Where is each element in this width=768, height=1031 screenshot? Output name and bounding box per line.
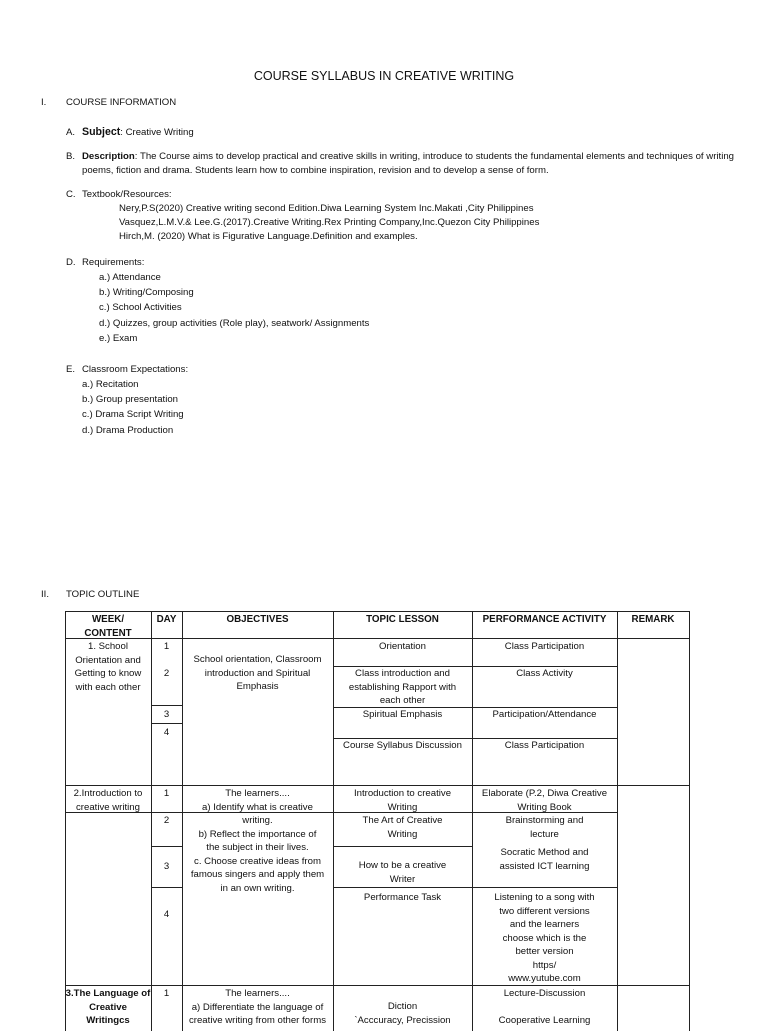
week-1-objectives: School orientation, Classroom introduction and Spiritual Emphasis bbox=[193, 654, 322, 692]
table-border bbox=[65, 611, 690, 612]
week-2-content: 2.Introduction to creative writing bbox=[73, 788, 143, 813]
activity-cell: Listening to a song with two different versions and the learners choose which is the better version https/ www.yutube.com bbox=[494, 892, 595, 984]
activity-cell: Brainstorming and lecture bbox=[505, 815, 584, 840]
textbook-item: Nery,P.S(2020) Creative writing second Edition.Diwa Learning System Inc.Makati ,City Philippines bbox=[119, 203, 534, 214]
activity-cell: Socratic Method and assisted ICT learning bbox=[499, 847, 590, 872]
section-2-heading: TOPIC OUTLINE bbox=[66, 589, 140, 600]
requirement-item: c.) School Activities bbox=[99, 302, 182, 314]
table-border bbox=[151, 887, 182, 888]
expectations-label: Classroom Expectations: bbox=[82, 364, 189, 375]
activity-cell: Class Participation bbox=[504, 740, 585, 751]
topic-cell: Class introduction and establishing Rapport with each other bbox=[348, 668, 457, 706]
topic-cell: Performance Task bbox=[363, 892, 442, 903]
day-cell: 3 bbox=[163, 709, 170, 720]
topic-cell: Orientation bbox=[379, 641, 426, 652]
day-cell: 4 bbox=[163, 727, 170, 738]
table-border bbox=[333, 846, 472, 847]
activity-cell: Class Participation bbox=[504, 641, 585, 652]
requirement-item: e.) Exam bbox=[99, 332, 138, 344]
requirements-letter: D. bbox=[66, 257, 76, 268]
topic-cell: Spiritual Emphasis bbox=[362, 709, 443, 720]
activity-cell: Lecture-Discussion Cooperative Learning bbox=[498, 988, 591, 1026]
week-1-content: 1. School Orientation and Getting to know with each other bbox=[74, 641, 142, 693]
description-letter: B. bbox=[66, 151, 76, 162]
header-objectives: OBJECTIVES bbox=[226, 614, 289, 625]
table-border bbox=[65, 638, 690, 639]
requirements-list bbox=[99, 270, 369, 346]
topic-cell: The Art of Creative Writing bbox=[362, 815, 443, 840]
topic-outline-table bbox=[65, 611, 690, 1031]
header-remark: REMARK bbox=[631, 614, 675, 625]
table-border bbox=[151, 705, 182, 706]
topic-cell: Course Syllabus Discussion bbox=[343, 740, 462, 751]
table-border bbox=[151, 846, 182, 847]
expectations-letter: E. bbox=[66, 364, 76, 375]
requirement-item: b.) Writing/Composing bbox=[99, 287, 194, 299]
section-2-numeral: II. bbox=[41, 589, 49, 600]
activity-cell: Elaborate (P.2, Diwa Creative Writing Book bbox=[481, 788, 608, 813]
day-cell: 1 bbox=[163, 788, 170, 799]
header-performance-activity: PERFORMANCE ACTIVITY bbox=[482, 614, 607, 625]
expectation-item: b.) Group presentation bbox=[82, 394, 178, 406]
requirement-item: a.) Attendance bbox=[99, 272, 161, 283]
subject-value: : Creative Writing bbox=[120, 127, 194, 138]
header-week-content: WEEK/ CONTENT bbox=[84, 614, 132, 639]
section-1-numeral: I. bbox=[41, 97, 47, 108]
description-text: : The Course aims to develop practical and creative skills in writing, introduce to students the fundamental elements and techniques of writing poems, fiction and drama. Students learn how to combine inspiration, revision and to develop a sense of form. bbox=[82, 151, 734, 176]
textbook-item: Hirch,M. (2020) What is Figurative Language.Definition and examples. bbox=[119, 231, 418, 242]
table-border bbox=[151, 723, 182, 724]
table-border bbox=[65, 785, 690, 786]
header-day: DAY bbox=[156, 614, 177, 625]
description-block bbox=[82, 150, 734, 177]
requirements-label: Requirements: bbox=[82, 257, 145, 268]
day-cell: 1 bbox=[163, 641, 170, 652]
textbook-label: Textbook/Resources: bbox=[82, 189, 172, 200]
description-label: Description bbox=[82, 151, 135, 162]
requirement-item: d.) Quizzes, group activities (Role play), seatwork/ Assignments bbox=[99, 317, 370, 329]
day-cell: 3 bbox=[163, 861, 170, 872]
day-cell: 1 bbox=[163, 988, 170, 999]
subject-label: Subject bbox=[82, 126, 121, 138]
header-topic-lesson: TOPIC LESSON bbox=[366, 614, 439, 625]
activity-cell: Participation/Attendance bbox=[492, 709, 597, 720]
topic-cell: How to be a creative Writer bbox=[358, 860, 447, 885]
textbook-item: Vasquez,L.M.V.& Lee.G.(2017).Creative Writing.Rex Printing Company,Inc.Quezon City Philippines bbox=[119, 217, 540, 228]
textbook-letter: C. bbox=[66, 189, 76, 200]
day-cell: 2 bbox=[163, 668, 170, 679]
subject-line bbox=[82, 126, 194, 140]
expectation-item: d.) Drama Production bbox=[82, 424, 174, 436]
document-title: COURSE SYLLABUS IN CREATIVE WRITING bbox=[253, 69, 515, 83]
table-border bbox=[333, 887, 617, 888]
week-3-objectives: The learners.... a) Differentiate the language of creative writing from other forms bbox=[188, 988, 326, 1026]
activity-cell: Class Activity bbox=[516, 668, 573, 679]
topic-cell: Diction `Acccuracy, Precission bbox=[354, 1001, 451, 1026]
expectation-item: c.) Drama Script Writing bbox=[82, 409, 184, 421]
subject-letter: A. bbox=[66, 127, 76, 138]
week-3-content: 3.The Language of Creative Writingcs bbox=[65, 988, 151, 1026]
table-border bbox=[689, 611, 690, 1031]
day-cell: 4 bbox=[163, 909, 170, 920]
expectation-item: a.) Recitation bbox=[82, 379, 139, 390]
table-border bbox=[617, 611, 618, 1031]
day-cell: 2 bbox=[163, 815, 170, 826]
week-2-objectives: The learners.... a) Identify what is creative writing. b) Reflect the importance of the subject in their lives. c. Choose creative ideas from famous singers and apply them in an own writing. bbox=[190, 788, 325, 894]
expectations-list bbox=[82, 377, 184, 438]
section-1-heading: COURSE INFORMATION bbox=[66, 97, 177, 108]
topic-cell: Introduction to creative Writing bbox=[353, 788, 452, 813]
